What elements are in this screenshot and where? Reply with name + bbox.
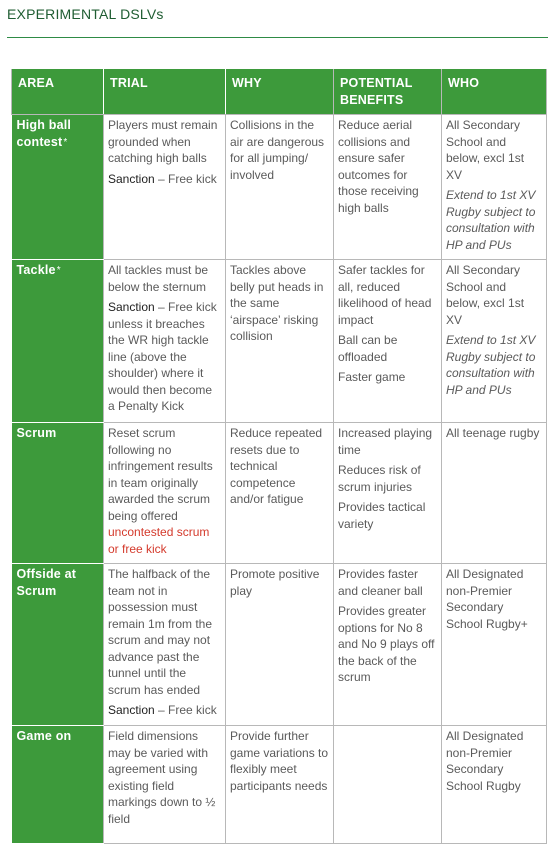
- sanction-line: [108, 171, 221, 188]
- trial-cell: [104, 423, 226, 564]
- sanction-detail: – Free kick: [154, 703, 217, 717]
- header-why: WHY: [226, 69, 334, 115]
- who-cell: [442, 115, 547, 260]
- benefit-item: Provides tactical variety: [338, 500, 426, 531]
- trial-cell: [104, 115, 226, 260]
- table-row: [12, 115, 547, 260]
- area-cell: [12, 564, 104, 726]
- why-text: Provide further game variations to flexibly meet participants needs: [230, 729, 329, 793]
- who-cell: [442, 423, 547, 564]
- benefit-item: Increased playing time: [338, 426, 433, 457]
- who-text: All teenage rugby: [446, 426, 540, 440]
- area-cell: [12, 423, 104, 564]
- trial-cell: [104, 726, 226, 844]
- benefit-item: Reduces risk of scrum injuries: [338, 463, 421, 494]
- trial-cell: [104, 260, 226, 423]
- trial-text: All tackles must be below the sternum: [108, 263, 209, 294]
- trial-text: The halfback of the team not in possession must remain 1m from the scrum and may not advance past the tunnel until the scrum has ended: [108, 567, 213, 697]
- sanction-label: Sanction: [108, 171, 155, 186]
- why-cell: [226, 260, 334, 423]
- who-cell: [442, 564, 547, 726]
- sanction-label: Sanction: [108, 300, 155, 314]
- table-row: [12, 260, 547, 423]
- area-label: Offside at Scrum: [16, 567, 77, 598]
- header-potential-benefits: POTENTIAL BENEFITS: [334, 69, 442, 115]
- table-header-row: [12, 69, 547, 115]
- trial-text-main: Reset scrum following no infringement results in team originally awarded the scrum being offered: [108, 426, 213, 523]
- benefit-item: Ball can be offloaded: [338, 333, 398, 364]
- why-text: Collisions in the air are dangerous for all jumping/ involved: [230, 118, 325, 182]
- header-who: WHO: [442, 69, 547, 115]
- who-note: Extend to 1st XV Rugby subject to consultation with HP and PUs: [446, 188, 536, 252]
- table-row: [12, 726, 547, 844]
- why-cell: [226, 115, 334, 260]
- area-label: Scrum: [16, 426, 57, 440]
- area-label: High ball contest: [16, 118, 72, 149]
- benefits-cell: [334, 115, 442, 260]
- dslv-table: [11, 69, 547, 844]
- page-title: EXPERIMENTAL DSLVs: [7, 6, 164, 22]
- area-label: Tackle: [16, 263, 56, 277]
- trial-text: Players must remain grounded when catching high balls: [108, 118, 218, 165]
- why-cell: [226, 726, 334, 844]
- benefit-item: Provides greater options for No 8 and No 9 plays off the back of the scrum: [338, 604, 435, 684]
- who-text: All Secondary School and below, excl 1st XV: [446, 263, 525, 327]
- area-cell: [12, 115, 104, 260]
- table-row: [12, 564, 547, 726]
- benefits-cell: [334, 564, 442, 726]
- sanction-line: [108, 702, 221, 719]
- title-divider: [7, 37, 548, 38]
- header-trial: TRIAL: [104, 69, 226, 115]
- area-label: Game on: [16, 729, 72, 743]
- footnote-star: *: [56, 265, 61, 276]
- trial-text: [108, 425, 221, 557]
- trial-text: Field dimensions may be varied with agreement using existing field markings down to ½ field: [108, 729, 216, 826]
- sanction-label: Sanction: [108, 703, 155, 717]
- why-text: Tackles above belly put heads in the same ‘airspace’ risking collision: [230, 263, 324, 343]
- table-row: [12, 423, 547, 564]
- benefit-item: Provides faster and cleaner ball: [338, 567, 423, 598]
- who-text: All Designated non-Premier Secondary School Rugby+: [446, 567, 528, 631]
- who-text: All Secondary School and below, excl 1st XV: [446, 118, 525, 182]
- who-cell: [442, 726, 547, 844]
- trial-cell: [104, 564, 226, 726]
- footnote-star: *: [63, 137, 68, 148]
- benefit-item: Faster game: [338, 370, 406, 384]
- why-cell: [226, 564, 334, 726]
- benefit-item: Safer tackles for all, reduced likelihood of head impact: [338, 263, 432, 327]
- header-area: AREA: [12, 69, 104, 115]
- sanction-line: [108, 299, 221, 415]
- benefits-cell: [334, 260, 442, 423]
- who-note: Extend to 1st XV Rugby subject to consultation with HP and PUs: [446, 333, 536, 397]
- sanction-detail: – Free kick: [154, 171, 217, 186]
- who-text: All Designated non-Premier Secondary School Rugby: [446, 729, 524, 793]
- benefits-cell: [334, 726, 442, 844]
- benefit-item: Reduce aerial collisions and ensure safer outcomes for those receiving high balls: [338, 118, 419, 215]
- why-text: Promote positive play: [230, 567, 320, 598]
- sanction-detail: – Free kick unless it breaches the WR high tackle line (above the shoulder) where it would then become a Penalty Kick: [108, 300, 217, 413]
- area-cell: [12, 260, 104, 423]
- trial-text-highlight: uncontested scrum or free kick: [108, 525, 210, 556]
- benefits-cell: [334, 423, 442, 564]
- why-cell: [226, 423, 334, 564]
- area-cell: [12, 726, 104, 844]
- who-cell: [442, 260, 547, 423]
- why-text: Reduce repeated resets due to technical competence and/or fatigue: [230, 426, 323, 506]
